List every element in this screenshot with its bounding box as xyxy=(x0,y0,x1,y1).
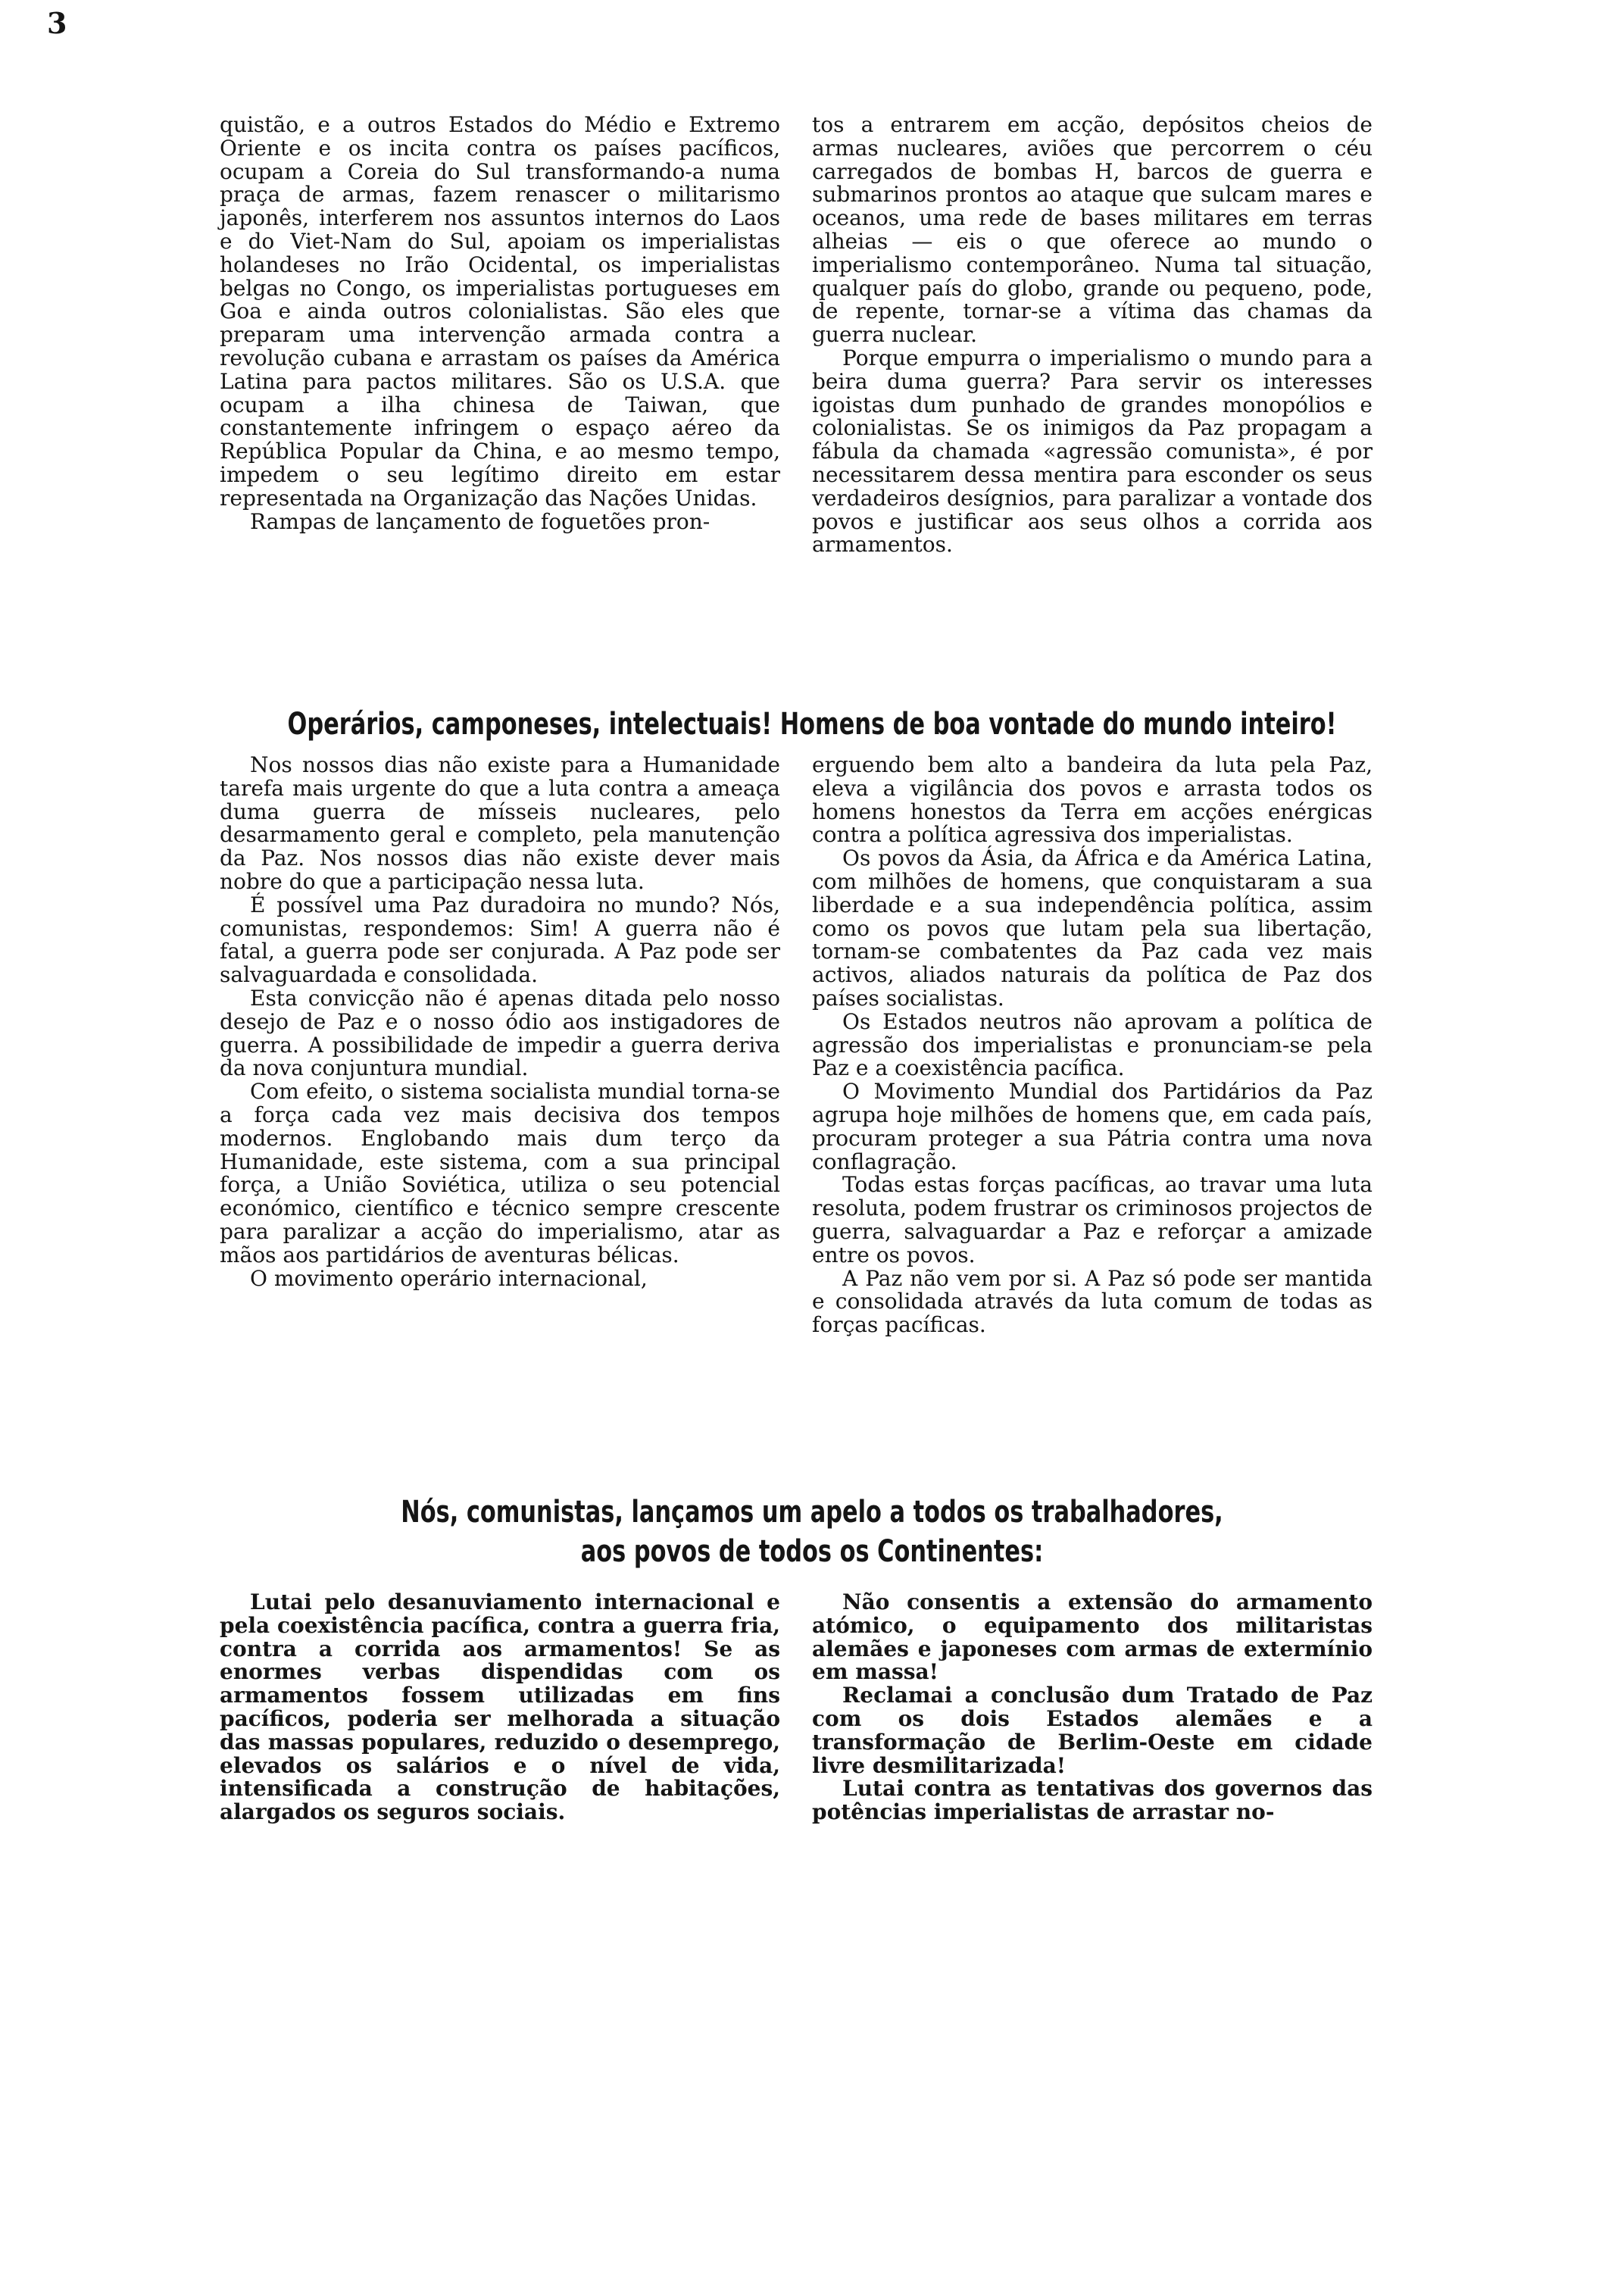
paragraph: quistão, e a outros Estados do Médio e Extremo Oriente e os incita contra os países pacíficos, ocupam a Coreia do Sul transformando-a numa praça de armas, fazem renascer o militarismo japonês, interferem nos assuntos internos do Laos e do Viet-Nam do Sul, apoiam os imperialistas holandeses no Irão Ocidental, os imperialistas belgas no Congo, os imperialistas portugueses em Goa e ainda outros colonialistas. São eles que preparam uma intervenção armada contra a revolução cubana e arrastam os países da América Latina para pactos militares. São os U.S.A. que ocupam a ilha chinesa de Taiwan, que constantemente infringem o espaço aéreo da República Popular da China, e ao mesmo tempo, impedem o seu legítimo direito em estar representada na Organização das Nações Unidas. xyxy=(220,112,780,511)
paragraph: O movimento operário internacional, xyxy=(250,1265,648,1291)
paragraph: Não consentis a extensão do armamento atómico, o equipamento dos militaristas alemães e japoneses com armas de extermínio em massa! xyxy=(812,1589,1373,1685)
section1-right-column xyxy=(812,114,1373,557)
paragraph: Porque empurra o imperialismo o mundo para a beira duma guerra? Para servir os interesses igoistas dum punhado de grandes monopólios e colonialistas. Se os inimigos da Paz propagam a fábula da chamada «agressão comunista», é por necessitarem dessa mentira para esconder os seus verdadeiros desígnios, para paralizar a vontade dos povos e justificar aos seus olhos a corrida aos armamentos. xyxy=(812,345,1373,558)
paragraph: A Paz não vem por si. A Paz só pode ser mantida e consolidada através da luta comum de todas as forças pacíficas. xyxy=(812,1265,1373,1338)
paragraph: Reclamai a conclusão dum Tratado de Paz com os dois Estados alemães e a transformação de Berlim-Oeste em cidade livre desmilitarizada! xyxy=(812,1683,1373,1778)
section1-left-column xyxy=(220,114,780,533)
headline-workers: Operários, camponeses, intelectuais! Homens de boa vontade do mundo inteiro! xyxy=(287,707,1337,742)
page-number: 3 xyxy=(47,6,67,40)
paragraph: É possível uma Paz duradoira no mundo? Nós, comunistas, respondemos: Sim! A guerra não é fatal, a guerra pode ser conjurada. A Paz pode ser salvaguardada e consolidada. xyxy=(220,892,780,988)
paragraph: Nos nossos dias não existe para a Humanidade tarefa mais urgente do que a luta contra a ameaça duma guerra de mísseis nucleares, pelo desarmamento geral e completo, pela manutenção da Paz. Nos nossos dias não existe dever mais nobre do que a participação nessa luta. xyxy=(220,752,780,894)
paragraph: Lutai pelo desanuviamento internacional e pela coexistência pacífica, contra a guerra fria, contra a corrida aos armamentos! Se as enormes verbas dispendidas com os armamentos fossem utilizadas em fins pacíficos, poderia ser melhorada a situação das massas populares, reduzido o desemprego, elevados os salários e o nível de vida, intensificada a construção de habitações, alargados os seguros sociais. xyxy=(220,1589,780,1825)
section2-right-column xyxy=(812,754,1373,1337)
paragraph: Rampas de lançamento de foguetões pron- xyxy=(250,508,710,534)
headline-appeal-line2: aos povos de todos os Continentes: xyxy=(580,1534,1044,1569)
paragraph: tos a entrarem em acção, depósitos cheios de armas nucleares, aviões que percorrem o céu carregados de bombas H, barcos de guerra e submarinos prontos ao ataque que sulcam mares e oceanos, uma rede de bases militares em terras alheias — eis o que oferece ao mundo o imperialismo contemporâneo. Numa tal situação, qualquer país do globo, grande ou pequeno, pode, de repente, tornar-se a vítima das chamas da guerra nuclear. xyxy=(812,112,1373,348)
paragraph: O Movimento Mundial dos Partidários da Paz agrupa hoje milhões de homens que, em cada país, procuram proteger a sua Pátria contra uma nova conflagração. xyxy=(812,1079,1373,1174)
paragraph: Com efeito, o sistema socialista mundial torna-se a força cada vez mais decisiva dos tempos modernos. Englobando mais dum terço da Humanidade, este sistema, com a sua principal força, a União Soviética, utiliza o seu potencial económico, científico e técnico sempre crescente para paralizar a acção do imperialismo, atar as mãos aos partidários de aventuras bélicas. xyxy=(220,1079,780,1267)
section3-left-column xyxy=(220,1591,780,1824)
paragraph: Todas estas forças pacíficas, ao travar uma luta resoluta, podem frustrar os criminosos projectos de guerra, salvaguardar a Paz e reforçar a amizade entre os povos. xyxy=(812,1172,1373,1267)
paragraph: Lutai contra as tentativas dos governos das potências imperialistas de arrastar no- xyxy=(812,1776,1373,1825)
section2-left-column xyxy=(220,754,780,1290)
paragraph: Os Estados neutros não aprovam a política de agressão dos imperialistas e pronunciam-se pela Paz e a coexistência pacífica. xyxy=(812,1008,1373,1081)
paragraph: erguendo bem alto a bandeira da luta pela Paz, eleva a vigilância dos povos e arrasta todos os homens honestos da Terra em acções enérgicas contra a política agressiva dos imperialistas. xyxy=(812,752,1373,848)
paragraph: Os povos da Ásia, da África e da América Latina, com milhões de homens, que conquistaram a sua liberdade e a sua independência política, assim como os povos que lutam pela sua libertação, tornam-se combatentes da Paz cada vez mais activos, aliados naturais da política de Paz dos países socialistas. xyxy=(812,845,1373,1011)
paragraph: Esta convicção não é apenas ditada pelo nosso desejo de Paz e o nosso ódio aos instigadores de guerra. A possibilidade de impedir a guerra deriva da nova conjuntura mundial. xyxy=(220,985,780,1081)
headline-appeal-line1: Nós, comunistas, lançamos um apelo a todos os trabalhadores, xyxy=(401,1495,1223,1530)
section3-right-column xyxy=(812,1591,1373,1824)
